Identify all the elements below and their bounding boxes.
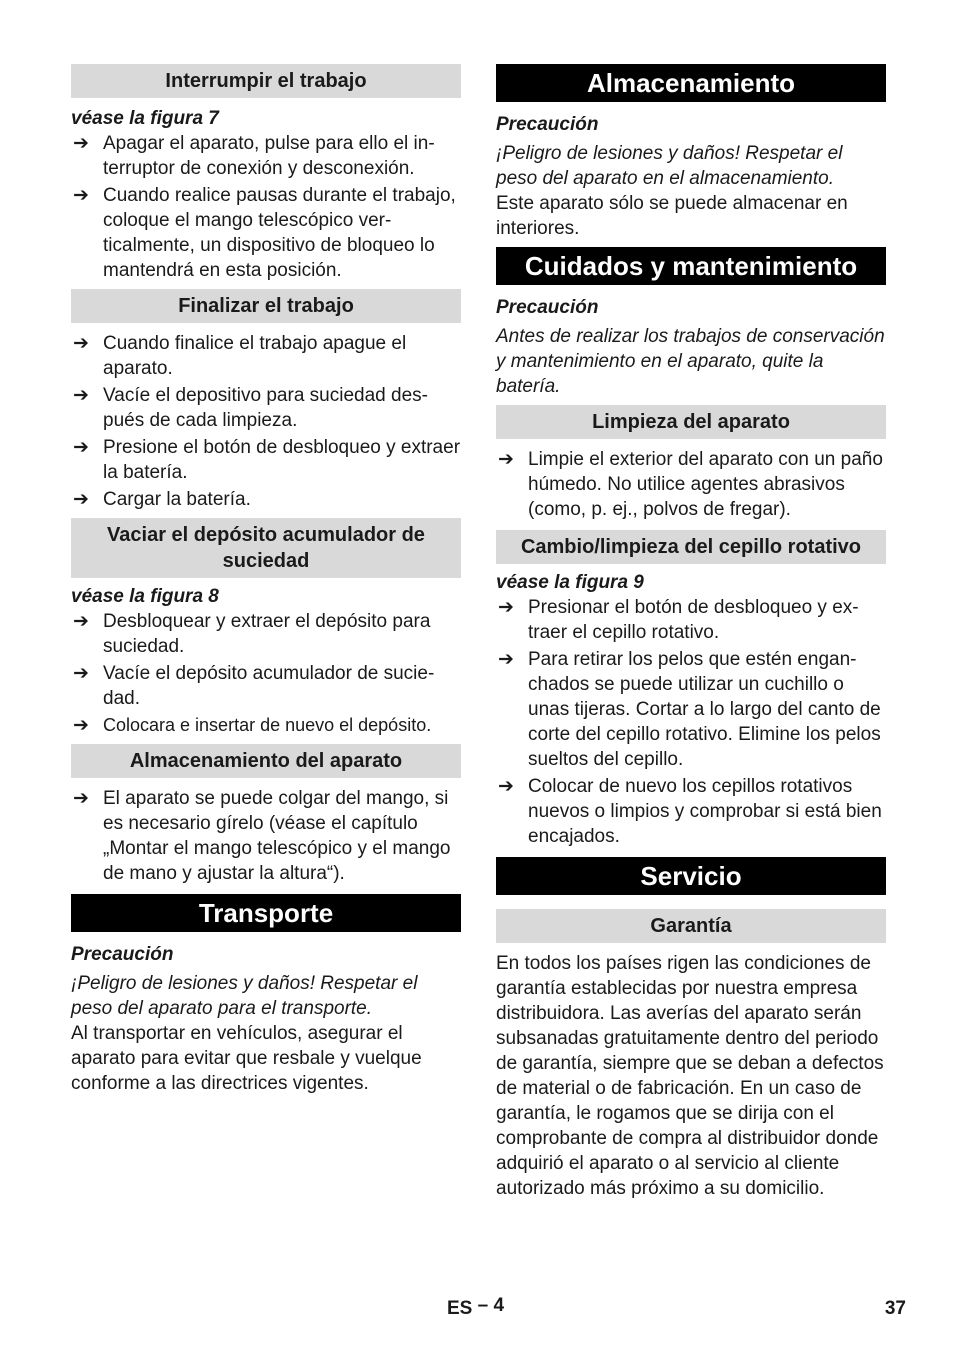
list-item: ➔ Presionar el botón de desbloqueo y extraer el cepillo rotativo. [498, 597, 859, 643]
left-column [71, 64, 461, 1096]
page-footer-section [447, 1295, 505, 1320]
precaution-label: Precaución [496, 114, 599, 135]
list-item: ➔ Colocara e insertar de nuevo el depósito. [73, 715, 432, 736]
list-item: ➔ El aparato se puede colgar del mango, si es necesario gírelo (véase el capítulo „Montar el mango telescópico y el mango de mano y ajustar la altura“). [73, 788, 451, 884]
list-item: ➔ Vacíe el depósito acumulador de suciedad. [73, 663, 435, 709]
right-arrow-icon: ➔ [73, 663, 89, 684]
right-arrow-icon: ➔ [73, 715, 89, 736]
list-item: ➔ Presione el botón de desbloqueo y extraer la batería. [73, 437, 461, 483]
section-heading-servicio: Servicio [496, 857, 886, 895]
section-heading-finalizar: Finalizar el trabajo [71, 289, 461, 323]
section-heading-almacenamiento: Almacenamiento [496, 64, 886, 102]
section-heading-garantia: Garantía [496, 909, 886, 943]
right-arrow-icon: ➔ [73, 437, 89, 458]
list-item: ➔ Limpie el exterior del aparato con un paño húmedo. No utilice agentes abrasivos (como, p. ej., polvos de fregar). [498, 449, 883, 520]
list-item: ➔ Cuando realice pausas durante el trabajo, coloque el mango telescópico verticalmente, un dispositivo de bloqueo lo mantendrá en esta posición. [73, 185, 456, 281]
right-arrow-icon: ➔ [73, 489, 89, 510]
list-item: ➔ Desbloquear y extraer el depósito para suciedad. [73, 611, 431, 657]
body-text: Este aparato sólo se puede almacenar en interiores. [496, 193, 848, 239]
right-arrow-icon: ➔ [498, 449, 514, 470]
list-item: ➔ Para retirar los pelos que estén enganchados se puede utilizar un cuchillo o unas tijeras. Cortar a lo largo del canto de corte del cepillo rotativo. Elimine los pelos sueltos del cepillo. [498, 649, 881, 770]
section-heading-limpieza: Limpieza del aparato [496, 405, 886, 439]
precaution-label: Precaución [496, 297, 599, 318]
cepillo-steps [496, 595, 886, 849]
vaciar-steps [71, 609, 461, 738]
section-heading-almacenamiento-aparato: Almacenamiento del aparato [71, 744, 461, 778]
list-item: ➔ Cuando finalice el trabajo apague el aparato. [73, 333, 407, 379]
figure-ref-7: véase la figura 7 [71, 108, 219, 129]
warning-text: ¡Peligro de lesiones y daños! Respetar el peso del aparato para el transporte. [71, 973, 418, 1019]
almacenamiento-aparato-steps [71, 786, 461, 886]
body-text: Al transportar en vehículos, asegurar el aparato para evitar que resbale y vuelque conforme a las directrices vigentes. [71, 1023, 422, 1094]
limpieza-steps [496, 447, 886, 522]
section-heading-vaciar: Vaciar el depósito acumulador de suciedad [71, 518, 461, 578]
right-arrow-icon: ➔ [73, 333, 89, 354]
page-number: 37 [884, 1298, 906, 1319]
right-arrow-icon: ➔ [73, 611, 89, 632]
section-heading-transporte: Transporte [71, 894, 461, 932]
right-arrow-icon: ➔ [73, 385, 89, 406]
list-item: ➔ Apagar el aparato, pulse para ello el interruptor de conexión y desconexión. [73, 133, 435, 179]
warning-text: ¡Peligro de lesiones y daños! Respetar el peso del aparato en el almacenamiento. [496, 143, 843, 189]
list-item: ➔ Colocar de nuevo los cepillos rotativos nuevos o limpios y comprobar si está bien encajados. [498, 776, 882, 847]
right-arrow-icon: ➔ [73, 133, 89, 154]
figure-ref-8: véase la figura 8 [71, 586, 219, 607]
right-arrow-icon: ➔ [498, 597, 514, 618]
interrumpir-steps [71, 131, 461, 283]
list-item: ➔ Vacíe el depositivo para suciedad después de cada limpieza. [73, 385, 428, 431]
language-code: ES [447, 1298, 473, 1319]
section-heading-cuidados: Cuidados y mantenimiento [496, 247, 886, 285]
body-text: En todos los países rigen las condiciones de garantía establecidas por nuestra empresa distribuidora. Las averías del aparato serán subsanadas gratuitamente dentro del periodo de garantía, siempre que se deban a defectos de material o de fabricación. En un caso de garantía, le rogamos que se dirija con el comprobante de compra al distribuidor donde adquirió el aparato o al servicio al cliente autorizado más próximo a su domicilio. [496, 953, 884, 1199]
right-arrow-icon: ➔ [498, 776, 514, 797]
section-heading-interrumpir: Interrumpir el trabajo [71, 64, 461, 98]
right-arrow-icon: ➔ [498, 649, 514, 670]
finalizar-steps [71, 331, 461, 512]
section-heading-cepillo: Cambio/limpieza del cepillo rotativo [496, 530, 886, 564]
section-page: – 4 [477, 1295, 505, 1316]
figure-ref-9: véase la figura 9 [496, 572, 644, 593]
right-arrow-icon: ➔ [73, 185, 89, 206]
precaution-label: Precaución [71, 944, 174, 965]
right-arrow-icon: ➔ [73, 788, 89, 809]
right-column [496, 64, 886, 1201]
warning-text: Antes de realizar los trabajos de conservación y mantenimiento en el aparato, quite la batería. [496, 326, 885, 397]
list-item: ➔ Cargar la batería. [73, 489, 251, 510]
